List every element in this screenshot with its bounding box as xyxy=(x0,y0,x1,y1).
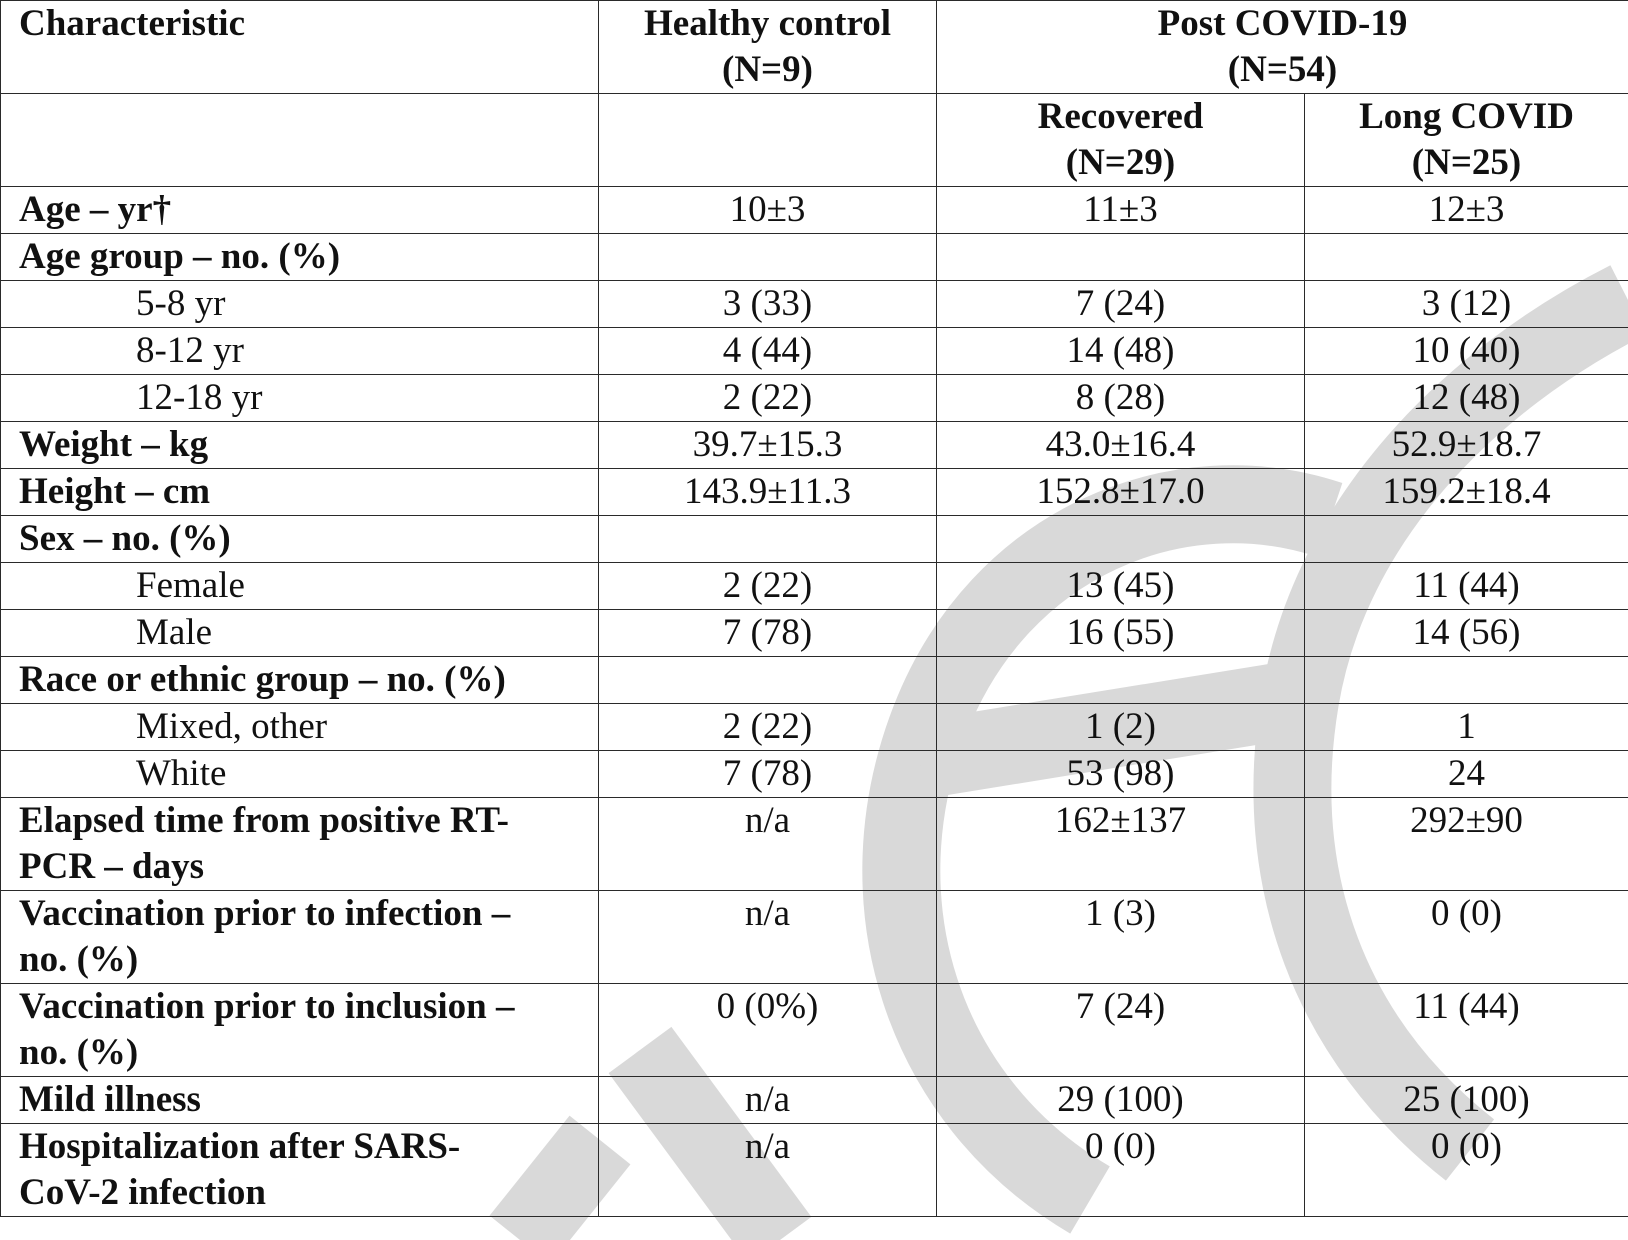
row-label: 5-8 yr xyxy=(1,281,599,328)
table-row xyxy=(1,516,1628,563)
recovered-value: 43.0±16.4 xyxy=(937,422,1305,469)
healthy-control-header-line1: Healthy control xyxy=(644,3,891,44)
recovered-value: 14 (48) xyxy=(937,328,1305,375)
row-label-line2: no. (%) xyxy=(19,939,139,980)
healthy-control-header-line2: (N=9) xyxy=(722,49,813,90)
recovered-value xyxy=(937,234,1305,281)
table-row xyxy=(1,1124,1628,1217)
healthy-value: 143.9±11.3 xyxy=(599,469,937,516)
healthy-value: 10±3 xyxy=(599,187,937,234)
healthy-value: n/a xyxy=(599,1077,937,1124)
healthy-value xyxy=(599,234,937,281)
table-row xyxy=(1,610,1628,657)
recovered-value: 7 (24) xyxy=(937,984,1305,1077)
healthy-value xyxy=(599,516,937,563)
recovered-value: 162±137 xyxy=(937,798,1305,891)
long-covid-header xyxy=(1305,94,1628,187)
row-label-line1: Vaccination prior to inclusion – xyxy=(19,986,515,1027)
healthy-value: 4 (44) xyxy=(599,328,937,375)
recovered-value: 13 (45) xyxy=(937,563,1305,610)
long-covid-value: 1 xyxy=(1305,704,1628,751)
row-label: 12-18 yr xyxy=(1,375,599,422)
recovered-value: 1 (3) xyxy=(937,891,1305,984)
row-label: Age – yr† xyxy=(1,187,599,234)
table-row xyxy=(1,422,1628,469)
recovered-value xyxy=(937,657,1305,704)
empty-cell xyxy=(1,94,599,187)
long-covid-value: 3 (12) xyxy=(1305,281,1628,328)
long-covid-value: 12±3 xyxy=(1305,187,1628,234)
healthy-value: 0 (0%) xyxy=(599,984,937,1077)
long-covid-value: 25 (100) xyxy=(1305,1077,1628,1124)
healthy-value: 3 (33) xyxy=(599,281,937,328)
recovered-value: 8 (28) xyxy=(937,375,1305,422)
row-label-line2: no. (%) xyxy=(19,1032,139,1073)
long-covid-value: 14 (56) xyxy=(1305,610,1628,657)
row-label: Mild illness xyxy=(1,1077,599,1124)
table-row xyxy=(1,187,1628,234)
healthy-control-header xyxy=(599,1,937,94)
recovered-header-line1: Recovered xyxy=(1037,96,1204,137)
recovered-header-line2: (N=29) xyxy=(1065,142,1176,183)
long-covid-value: 11 (44) xyxy=(1305,563,1628,610)
long-covid-value: 12 (48) xyxy=(1305,375,1628,422)
healthy-value: n/a xyxy=(599,891,937,984)
recovered-value: 29 (100) xyxy=(937,1077,1305,1124)
row-label-line2: PCR – days xyxy=(19,846,205,887)
row-label-line1: Elapsed time from positive RT- xyxy=(19,800,509,841)
row-label: White xyxy=(1,751,599,798)
table-row xyxy=(1,375,1628,422)
row-label: Weight – kg xyxy=(1,422,599,469)
recovered-value: 11±3 xyxy=(937,187,1305,234)
row-label: Mixed, other xyxy=(1,704,599,751)
post-covid-header-line1: Post COVID-19 xyxy=(1157,3,1408,44)
long-covid-value: 10 (40) xyxy=(1305,328,1628,375)
row-label: Female xyxy=(1,563,599,610)
table-row xyxy=(1,563,1628,610)
table-row xyxy=(1,234,1628,281)
recovered-value: 7 (24) xyxy=(937,281,1305,328)
table-row xyxy=(1,469,1628,516)
recovered-value: 53 (98) xyxy=(937,751,1305,798)
long-covid-value: 0 (0) xyxy=(1305,1124,1628,1217)
recovered-value: 1 (2) xyxy=(937,704,1305,751)
table-row xyxy=(1,984,1628,1077)
long-covid-value: 52.9±18.7 xyxy=(1305,422,1628,469)
healthy-value: n/a xyxy=(599,1124,937,1217)
recovered-value xyxy=(937,516,1305,563)
row-label-line2: CoV-2 infection xyxy=(19,1172,266,1213)
healthy-value: 39.7±15.3 xyxy=(599,422,937,469)
header-row xyxy=(1,1,1628,94)
long-covid-value: 24 xyxy=(1305,751,1628,798)
row-label xyxy=(1,798,599,891)
table-row xyxy=(1,281,1628,328)
long-covid-value: 159.2±18.4 xyxy=(1305,469,1628,516)
row-label xyxy=(1,891,599,984)
recovered-value: 0 (0) xyxy=(937,1124,1305,1217)
row-label-line1: Vaccination prior to infection – xyxy=(19,893,511,934)
long-covid-value xyxy=(1305,516,1628,563)
row-label: Race or ethnic group – no. (%) xyxy=(1,657,599,704)
healthy-value: 2 (22) xyxy=(599,375,937,422)
row-label: Height – cm xyxy=(1,469,599,516)
empty-cell xyxy=(599,94,937,187)
long-covid-value xyxy=(1305,657,1628,704)
row-label: Male xyxy=(1,610,599,657)
table-row xyxy=(1,798,1628,891)
long-covid-value: 0 (0) xyxy=(1305,891,1628,984)
row-label xyxy=(1,1124,599,1217)
healthy-value: n/a xyxy=(599,798,937,891)
post-covid-header xyxy=(937,1,1628,94)
row-label: 8-12 yr xyxy=(1,328,599,375)
long-covid-value: 292±90 xyxy=(1305,798,1628,891)
row-label: Sex – no. (%) xyxy=(1,516,599,563)
row-label-line1: Hospitalization after SARS- xyxy=(19,1126,461,1167)
recovered-value: 16 (55) xyxy=(937,610,1305,657)
long-covid-value xyxy=(1305,234,1628,281)
healthy-value: 2 (22) xyxy=(599,563,937,610)
row-label xyxy=(1,984,599,1077)
table-row xyxy=(1,704,1628,751)
post-covid-header-line2: (N=54) xyxy=(1227,49,1338,90)
long-covid-header-line1: Long COVID xyxy=(1359,96,1574,137)
long-covid-header-line2: (N=25) xyxy=(1411,142,1522,183)
table-row xyxy=(1,891,1628,984)
table-row xyxy=(1,1077,1628,1124)
recovered-header xyxy=(937,94,1305,187)
table-row xyxy=(1,657,1628,704)
row-label: Age group – no. (%) xyxy=(1,234,599,281)
table-row xyxy=(1,751,1628,798)
healthy-value: 7 (78) xyxy=(599,751,937,798)
healthy-value: 2 (22) xyxy=(599,704,937,751)
characteristic-header: Characteristic xyxy=(1,1,599,94)
subheader-row xyxy=(1,94,1628,187)
healthy-value xyxy=(599,657,937,704)
healthy-value: 7 (78) xyxy=(599,610,937,657)
long-covid-value: 11 (44) xyxy=(1305,984,1628,1077)
table-row xyxy=(1,328,1628,375)
recovered-value: 152.8±17.0 xyxy=(937,469,1305,516)
